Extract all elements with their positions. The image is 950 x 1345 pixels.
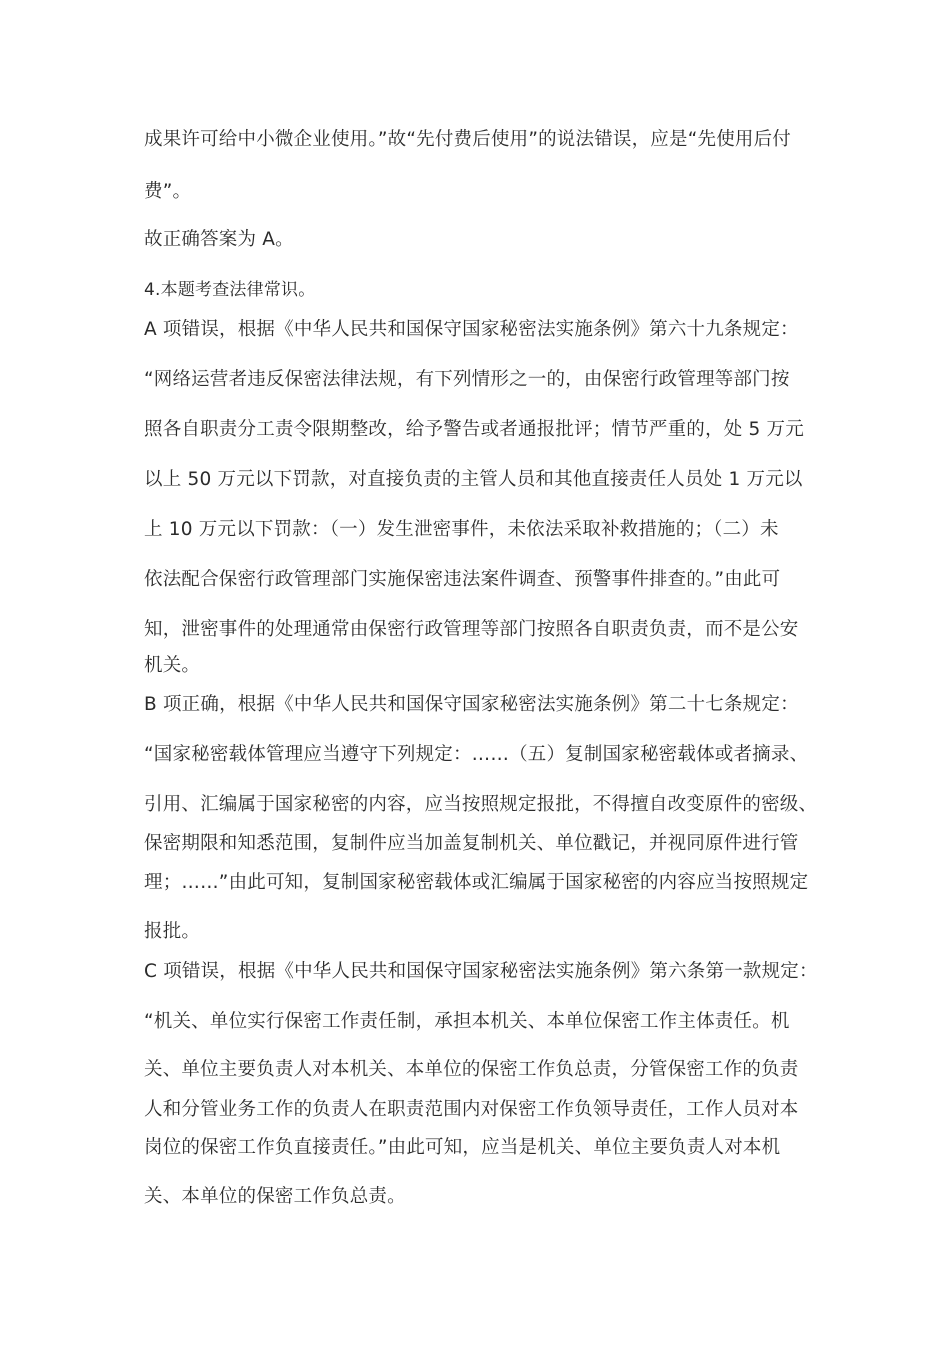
text-line: 岗位的保密工作负直接责任。”由此可知，应当是机关、单位主要负责人对本机 (144, 1137, 781, 1158)
text-line: B 项正确，根据《中华人民共和国保守国家秘密法实施条例》第二十七条规定： (144, 694, 799, 715)
text-line: 上 10 万元以下罚款：（一）发生泄密事件，未依法采取补救措施的；（二）未 (144, 519, 779, 540)
text-line: 费”。 (144, 181, 192, 202)
text-line: C 项错误，根据《中华人民共和国保守国家秘密法实施条例》第六条第一款规定： (144, 961, 818, 982)
text-line: 成果许可给中小微企业使用。”故“先付费后使用”的说法错误，应是“先使用后付 (144, 129, 791, 150)
text-line: “国家秘密载体管理应当遵守下列规定：……（五）复制国家秘密载体或者摘录、 (144, 744, 809, 765)
text-line: 保密期限和知悉范围，复制件应当加盖复制机关、单位戳记，并视同原件进行管 (144, 833, 799, 854)
text-line: 照各自职责分工责令限期整改，给予警告或者通报批评；情节严重的，处 5 万元 (144, 419, 804, 440)
text-line: 报批。 (144, 921, 201, 942)
text-line: 关、本单位的保密工作负总责。 (144, 1186, 406, 1207)
text-line: 人和分管业务工作的负责人在职责范围内对保密工作负领导责任，工作人员对本 (144, 1099, 799, 1120)
text-line: 以上 50 万元以下罚款，对直接负责的主管人员和其他直接责任人员处 1 万元以 (144, 469, 803, 490)
text-line: 关、单位主要负责人对本机关、本单位的保密工作负总责，分管保密工作的负责 (144, 1059, 799, 1080)
text-line: 引用、汇编属于国家秘密的内容，应当按照规定报批，不得擅自改变原件的密级、 (144, 794, 818, 815)
text-line: A 项错误，根据《中华人民共和国保守国家秘密法实施条例》第六十九条规定： (144, 319, 799, 340)
text-line: 依法配合保密行政管理部门实施保密违法案件调查、预警事件排查的。”由此可 (144, 569, 781, 590)
text-line: 机关。 (144, 655, 201, 676)
text-line: 知，泄密事件的处理通常由保密行政管理等部门按照各自职责负责，而不是公安 (144, 619, 799, 640)
text-line: “机关、单位实行保密工作责任制，承担本机关、本单位保密工作主体责任。机 (144, 1011, 790, 1032)
section-heading: 4.本题考查法律常识。 (144, 280, 316, 300)
text-line: 故正确答案为 A。 (144, 229, 294, 250)
text-line: 理；……”由此可知，复制国家秘密载体或汇编属于国家秘密的内容应当按照规定 (144, 872, 809, 893)
text-line: “网络运营者违反保密法律法规，有下列情形之一的，由保密行政管理等部门按 (144, 369, 790, 390)
